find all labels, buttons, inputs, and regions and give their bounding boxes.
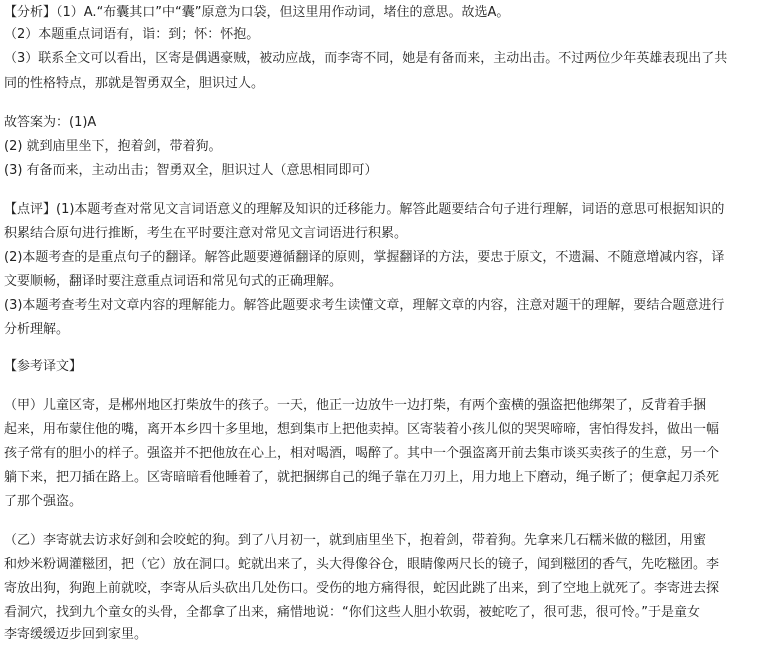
translation-yi-line-1: （乙）李寄就去访求好剑和会咬蛇的狗。到了八月初一，就到庙里坐下，抱着剑，带着狗。先拿来几石糯米做的糍团，用蜜 [4,533,707,548]
analysis-line-1: 【分析】（1）A.“布囊其口”中“囊”原意为口袋，但这里用作动词，堵住的意思。故选A。 [4,5,510,20]
answer-line-2: (2) 就到庙里坐下，抱着剑，带着狗。 [4,139,222,154]
translation-jia-line-1: （甲）儿童区寄，是郴州地区打柴放牛的孩子。一天，他正一边放牛一边打柴，有两个蛮横的强盗把他绑架了，反背着手捆 [4,398,707,413]
comment-line-1: 【点评】(1)本题考查对常见文言词语意义的理解及知识的迁移能力。解答此题要结合句子进行理解，词语的意思可根据知识的 [4,202,725,217]
analysis-line-4: 同的性格特点，那就是智勇双全，胆识过人。 [4,76,265,91]
analysis-line-3: （3）联系全文可以看出，区寄是偶遇豪贼，被动应战，而李寄不同，她是有备而来，主动出击。不过两位少年英雄表现出了共 [4,51,728,66]
comment-line-5: (3)本题考查考生对文章内容的理解能力。解答此题要求考生读懂文章，理解文章的内容，注意对题干的理解，要结合题意进行 [4,298,725,313]
translation-heading: 【参考译文】 [4,359,83,374]
comment-line-4: 文要顺畅，翻译时要注意重点词语和常见句式的正确理解。 [4,274,343,289]
comment-line-2: 积累结合原句进行推断，考生在平时要注意对常见文言词语进行积累。 [4,226,408,241]
translation-jia-line-4: 躺下来，把刀插在路上。区寄暗暗看他睡着了，就把捆绑自己的绳子靠在刀刃上，用力地上下磨动，绳子断了；便拿起刀杀死 [4,470,720,485]
translation-jia-line-5: 了那个强盗。 [4,494,83,509]
translation-jia-line-2: 起来，用布蒙住他的嘴，离开本乡四十多里地，想到集市上把他卖掉。区寄装着小孩儿似的哭哭啼啼，害怕得发抖，做出一幅 [4,422,720,437]
translation-jia-line-3: 孩子常有的胆小的样子。强盗并不把他放在心上，相对喝酒，喝醉了。其中一个强盗离开前去集市谈买卖孩子的生意，另一个 [4,446,720,461]
translation-yi-line-5: 李寄缓缓迈步回到家里。 [4,627,148,642]
translation-yi-line-2: 和炒米粉调灌糍团，把（它）放在洞口。蛇就出来了，头大得像谷仓，眼睛像两尺长的镜子，闻到糍团的香气，先吃糍团。李 [4,557,720,572]
translation-yi-line-4: 看洞穴，找到九个童女的头骨，全都拿了出来，痛惜地说：“你们这些人胆小软弱，被蛇吃了，很可悲，很可怜。”于是童女 [4,605,700,620]
answer-line-1: 故答案为：(1)A [4,115,97,130]
answer-line-3: (3) 有备而来，主动出击；智勇双全，胆识过人（意思相同即可） [4,163,378,178]
translation-yi-line-3: 寄放出狗，狗跑上前就咬，李寄从后头砍出几处伤口。受伤的地方痛得很，蛇因此跳了出来，到了空地上就死了。李寄进去探 [4,581,720,596]
analysis-line-2: （2）本题重点词语有，诣：到；怀：怀抱。 [4,27,260,42]
comment-line-3: (2)本题考查的是重点句子的翻译。解答此题要遵循翻译的原则，掌握翻译的方法，要忠于原文，不遗漏、不随意增减内容，译 [4,250,725,265]
comment-line-6: 分析理解。 [4,322,70,337]
